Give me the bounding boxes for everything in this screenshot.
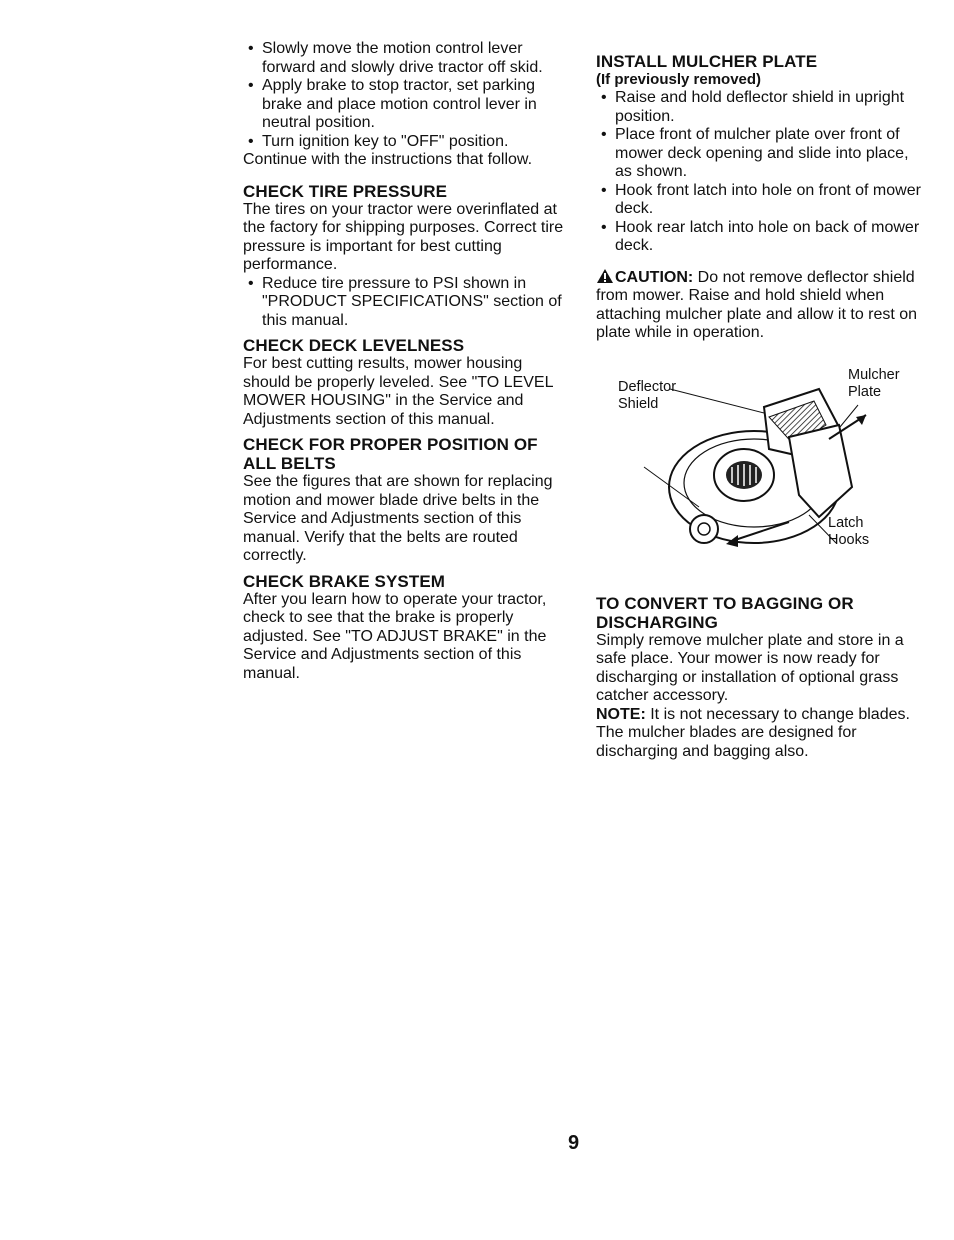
tire-bullet-list	[243, 275, 573, 331]
tire-pressure-body: The tires on your tractor were overinflated at the factory for shipping purposes. Correct tire pressure is important for best cutting performance.	[243, 200, 564, 273]
caution-paragraph	[596, 268, 926, 343]
mulcher-bullet: • Raise and hold deflector shield in upright position.	[596, 89, 926, 126]
mulcher-plate-label: Mulcher Plate	[848, 366, 900, 400]
belts-body: See the figures that are shown for replacing motion and mower blade drive belts in the Service and Adjustments section of this manual. Verify that the belts are routed correctly.	[243, 473, 553, 564]
deck-levelness-body: For best cutting results, mower housing should be properly leveled. See "TO LEVEL MOWER HOUSING" in the Service and Adjustments section of this manual.	[243, 355, 553, 428]
intro-bullet: • Slowly move the motion control lever forward and slowly drive tractor off skid.	[243, 40, 573, 77]
intro-continue: Continue with the instructions that follow.	[243, 151, 533, 168]
mulcher-bullet: • Hook front latch into hole on front of mower deck.	[596, 182, 926, 219]
deflector-shield-label: Deflector Shield	[618, 378, 677, 412]
warning-triangle-icon	[596, 268, 614, 284]
belts-heading: CHECK FOR PROPER POSITION OF ALL BELTS	[243, 435, 538, 473]
mulcher-bullet: • Place front of mulcher plate over front of mower deck opening and slide into place, as shown.	[596, 126, 926, 182]
intro-bullet: • Apply brake to stop tractor, set parking brake and place motion control lever in neutral position.	[243, 77, 573, 133]
tire-pressure-heading: CHECK TIRE PRESSURE	[243, 181, 448, 201]
note-paragraph	[596, 706, 926, 762]
note-label: NOTE:	[596, 705, 646, 723]
caution-text: Do not remove deflector shield from mower. Raise and hold shield when attaching mulcher plate and allow it to rest on plate while in operation.	[596, 268, 918, 341]
convert-heading: TO CONVERT TO BAGGING OR DISCHARGING	[596, 593, 854, 632]
brake-body: After you learn how to operate your tractor, check to see that the brake is properly adjusted. See "TO ADJUST BRAKE" in the Service and Adjustments section of this manual.	[243, 590, 547, 682]
mulcher-bullet-list	[596, 89, 926, 256]
note-text: It is not necessary to change blades. The mulcher blades are designed for discharging and bagging also.	[596, 705, 910, 760]
left-column	[243, 40, 573, 683]
page-number: 9	[568, 1132, 580, 1154]
mulcher-subheading: (If previously removed)	[596, 71, 762, 88]
mulcher-plate-figure	[604, 367, 924, 582]
mulcher-heading: INSTALL MULCHER PLATE	[596, 52, 818, 71]
right-column	[596, 52, 926, 761]
convert-body: Simply remove mulcher plate and store in a safe place. Your mower is now ready for discharging or installation of optional grass catcher accessory.	[596, 631, 904, 704]
intro-bullet-list	[243, 40, 573, 151]
tire-bullet: • Reduce tire pressure to PSI shown in "PRODUCT SPECIFICATIONS" section of this manual.	[243, 275, 573, 331]
intro-bullet: • Turn ignition key to "OFF" position.	[243, 133, 573, 152]
deck-levelness-heading: CHECK DECK LEVELNESS	[243, 336, 465, 355]
caution-label: CAUTION:	[615, 268, 694, 286]
brake-heading: CHECK BRAKE SYSTEM	[243, 571, 446, 591]
mulcher-bullet: • Hook rear latch into hole on back of mower deck.	[596, 219, 926, 256]
latch-hooks-label: Latch Hooks	[828, 514, 870, 548]
